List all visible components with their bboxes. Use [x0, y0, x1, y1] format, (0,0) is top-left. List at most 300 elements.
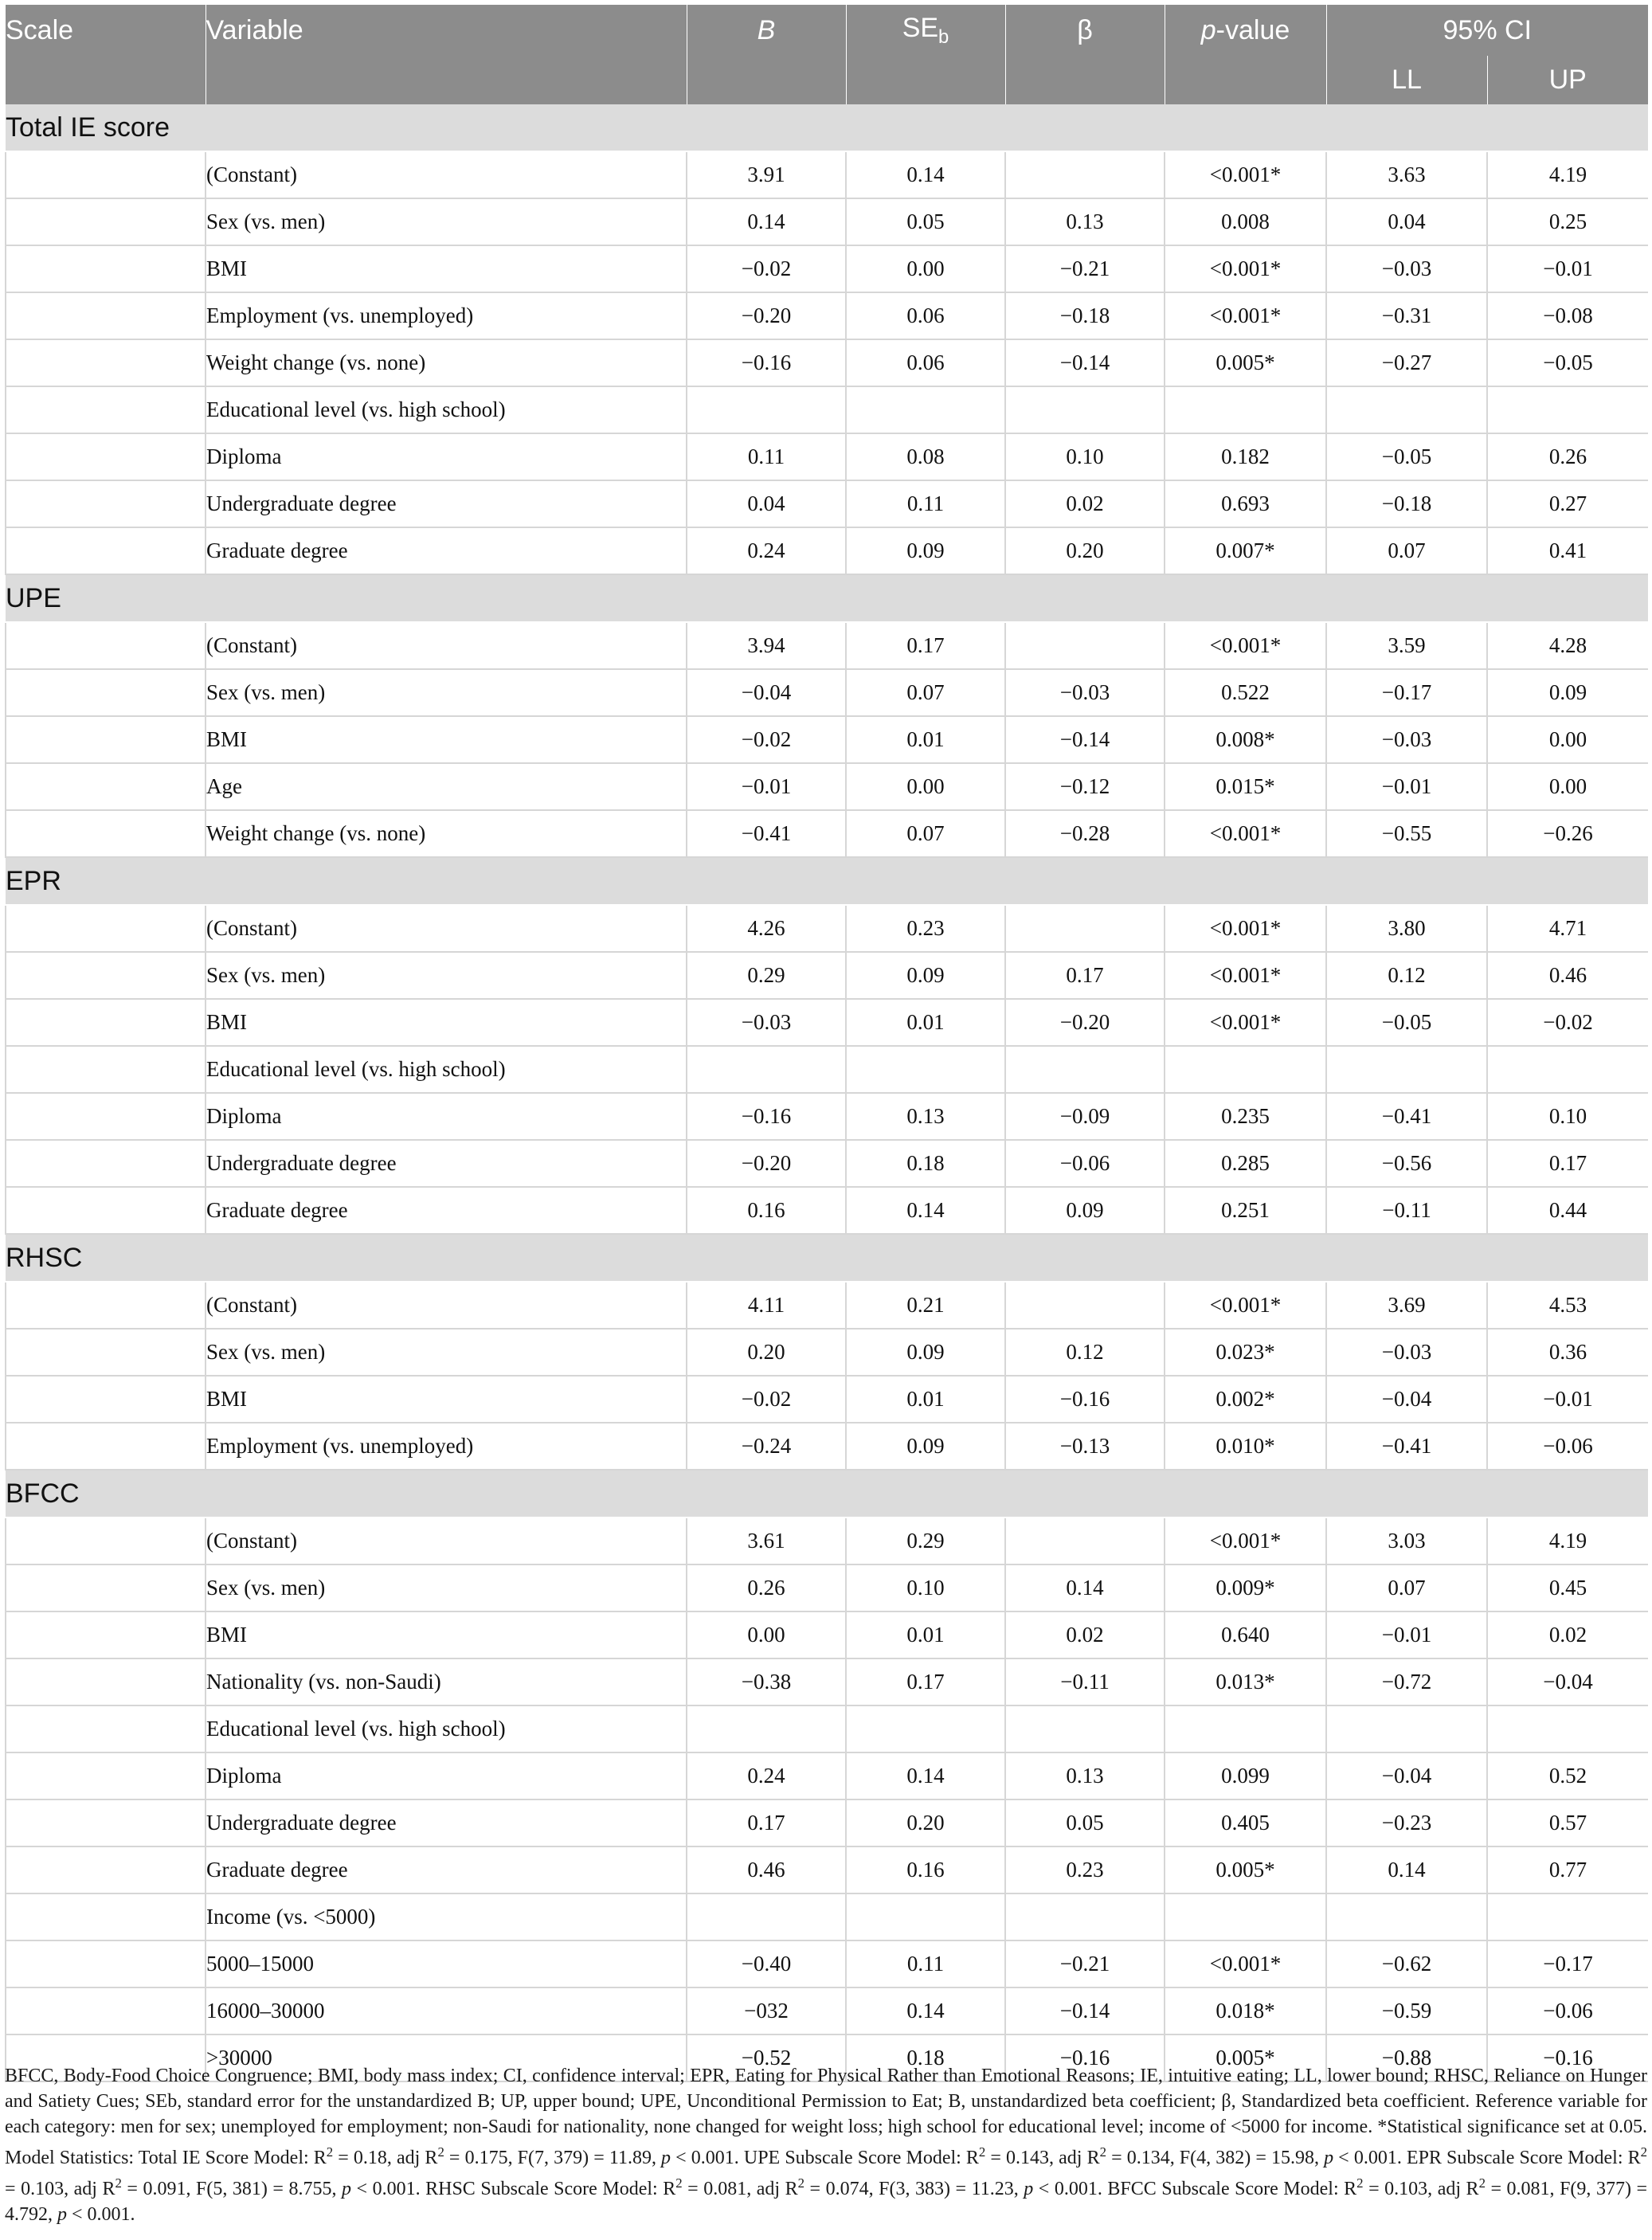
variable-cell: Sex (vs. men)	[206, 1329, 687, 1376]
ci-ll-cell: −0.31	[1326, 292, 1487, 339]
table-row	[6, 1376, 1648, 1423]
ci-up-cell: −0.01	[1487, 1376, 1648, 1423]
ci-up-cell: −0.17	[1487, 1940, 1648, 1987]
header-row-1	[6, 5, 1648, 56]
se-cell: 0.17	[846, 1658, 1005, 1705]
footnote-text: < 0.001.	[67, 2204, 135, 2225]
b-cell: 0.11	[687, 433, 846, 480]
se-cell: 0.01	[846, 999, 1005, 1046]
footnote-sup: 2	[1640, 2144, 1648, 2160]
table-row	[6, 1140, 1648, 1187]
footnote-text: = 0.103, adj R	[1363, 2179, 1479, 2199]
variable-cell: Undergraduate degree	[206, 1140, 687, 1187]
table-row	[6, 480, 1648, 527]
se-cell: 0.06	[846, 292, 1005, 339]
scale-cell	[6, 669, 206, 716]
ci-ll-cell	[1326, 386, 1487, 433]
scale-cell	[6, 1564, 206, 1611]
beta-cell: 0.13	[1005, 1752, 1165, 1799]
ci-up-cell	[1487, 1705, 1648, 1752]
b-cell: 0.46	[687, 1846, 846, 1893]
ci-ll-cell: −0.23	[1326, 1799, 1487, 1846]
header-blank	[1165, 56, 1326, 104]
se-cell: 0.06	[846, 339, 1005, 386]
beta-cell: −0.28	[1005, 810, 1165, 857]
scale-cell	[6, 245, 206, 292]
table-row	[6, 1187, 1648, 1234]
p-value-cell: <0.001*	[1165, 622, 1326, 669]
footnote-sup: 2	[1356, 2175, 1364, 2191]
b-cell: 0.00	[687, 1611, 846, 1658]
beta-cell: 0.09	[1005, 1187, 1165, 1234]
footnote-text: = 0.143, adj R	[985, 2148, 1100, 2168]
variable-cell: Sex (vs. men)	[206, 1564, 687, 1611]
variable-cell: Educational level (vs. high school)	[206, 386, 687, 433]
se-cell	[846, 1046, 1005, 1093]
p-value-cell	[1165, 1893, 1326, 1940]
header-p-italic: p	[1200, 14, 1216, 45]
header-p-rest: -value	[1216, 14, 1290, 45]
variable-cell: Undergraduate degree	[206, 1799, 687, 1846]
beta-cell: −0.21	[1005, 1940, 1165, 1987]
footnote-p: p	[1324, 2148, 1334, 2168]
p-value-cell: <0.001*	[1165, 952, 1326, 999]
p-value-cell	[1165, 1046, 1326, 1093]
scale-cell	[6, 1282, 206, 1329]
beta-cell: 0.05	[1005, 1799, 1165, 1846]
footnote-text: BFCC, Body-Food Choice Congruence; BMI, body mass index; CI, confidence interval; EPR, Eating for Physical Rather than Emotional Reasons; IE, intuitive eating; LL, lower bound; RHSC, Reliance on Hunger and Satiety Cues; SEb, standard error for the unstandardized B; UP, upper bound; UPE, Unconditional Permission to Eat; B, unstandardized beta coefficient; β, Standardized beta coefficient. Reference variable for each category: men for sex; unemployed for employment; non-Saudi for nationality, none changed for weight loss; high school for educational level; income of <5000 for income. *Statistical significance set at 0.05. Model Statistics: Total IE Score Model: R	[5, 2066, 1647, 2168]
beta-cell: −0.16	[1005, 1376, 1165, 1423]
ci-ll-cell: −0.04	[1326, 1752, 1487, 1799]
table-row	[6, 763, 1648, 810]
p-value-cell: <0.001*	[1165, 1282, 1326, 1329]
beta-cell	[1005, 1705, 1165, 1752]
scale-cell	[6, 716, 206, 763]
p-value-cell: 0.251	[1165, 1187, 1326, 1234]
footnote-sup: 2	[326, 2144, 334, 2160]
footnote-p: p	[1024, 2179, 1034, 2199]
b-cell: 4.26	[687, 905, 846, 952]
b-cell: 0.20	[687, 1329, 846, 1376]
table-row	[6, 905, 1648, 952]
beta-cell	[1005, 386, 1165, 433]
b-cell: 0.04	[687, 480, 846, 527]
header-b	[687, 5, 846, 56]
ci-up-cell: 0.57	[1487, 1799, 1648, 1846]
scale-cell	[6, 1799, 206, 1846]
scale-cell	[6, 1046, 206, 1093]
variable-cell: >30000	[206, 2034, 687, 2081]
header-se	[846, 5, 1005, 56]
variable-cell: Employment (vs. unemployed)	[206, 1423, 687, 1470]
b-cell: −0.41	[687, 810, 846, 857]
ci-ll-cell: −0.55	[1326, 810, 1487, 857]
ci-ll-cell: −0.59	[1326, 1987, 1487, 2034]
table-row	[6, 1658, 1648, 1705]
table-row	[6, 1423, 1648, 1470]
b-cell: −0.04	[687, 669, 846, 716]
scale-cell	[6, 1423, 206, 1470]
footnote-text: = 0.103, adj R	[5, 2179, 115, 2199]
variable-cell: BMI	[206, 1376, 687, 1423]
header-blank	[687, 56, 846, 104]
ci-ll-cell: −0.03	[1326, 245, 1487, 292]
scale-cell	[6, 810, 206, 857]
group-label: Total IE score	[6, 104, 1648, 151]
scale-cell	[6, 1376, 206, 1423]
p-value-cell: 0.015*	[1165, 763, 1326, 810]
group-row	[6, 574, 1648, 622]
scale-cell	[6, 480, 206, 527]
header-ci: 95% CI	[1326, 5, 1648, 56]
scale-cell	[6, 433, 206, 480]
beta-cell: −0.14	[1005, 339, 1165, 386]
b-cell: −0.01	[687, 763, 846, 810]
table-row	[6, 1987, 1648, 2034]
footnote-sup: 2	[1099, 2144, 1106, 2160]
beta-cell: 0.12	[1005, 1329, 1165, 1376]
ci-ll-cell: 3.63	[1326, 151, 1487, 198]
variable-cell: Diploma	[206, 1093, 687, 1140]
table-row	[6, 716, 1648, 763]
variable-cell: 5000–15000	[206, 1940, 687, 1987]
p-value-cell: 0.522	[1165, 669, 1326, 716]
p-value-cell	[1165, 1705, 1326, 1752]
footnote-p: p	[661, 2148, 671, 2168]
scale-cell	[6, 386, 206, 433]
header-up: UP	[1487, 56, 1648, 104]
beta-cell: 0.14	[1005, 1564, 1165, 1611]
beta-cell: 0.13	[1005, 198, 1165, 245]
se-cell: 0.09	[846, 1423, 1005, 1470]
variable-cell: BMI	[206, 1611, 687, 1658]
se-cell: 0.17	[846, 622, 1005, 669]
se-cell: 0.01	[846, 716, 1005, 763]
group-row	[6, 1470, 1648, 1517]
ci-up-cell: −0.02	[1487, 999, 1648, 1046]
p-value-cell: 0.013*	[1165, 1658, 1326, 1705]
ci-ll-cell: 3.03	[1326, 1517, 1487, 1564]
variable-cell: Diploma	[206, 1752, 687, 1799]
b-cell	[687, 1893, 846, 1940]
p-value-cell: 0.005*	[1165, 339, 1326, 386]
ci-ll-cell: −0.56	[1326, 1140, 1487, 1187]
scale-cell	[6, 1093, 206, 1140]
se-cell: 0.07	[846, 810, 1005, 857]
b-cell: −0.20	[687, 292, 846, 339]
beta-cell: −0.09	[1005, 1093, 1165, 1140]
se-cell: 0.01	[846, 1376, 1005, 1423]
b-cell: −0.52	[687, 2034, 846, 2081]
variable-cell: Sex (vs. men)	[206, 669, 687, 716]
p-value-cell: 0.285	[1165, 1140, 1326, 1187]
variable-cell: Educational level (vs. high school)	[206, 1705, 687, 1752]
footnote-text: = 0.074, F(3, 383) = 11.23,	[804, 2179, 1024, 2199]
variable-cell: (Constant)	[206, 1517, 687, 1564]
p-value-cell: 0.005*	[1165, 1846, 1326, 1893]
se-cell: 0.18	[846, 1140, 1005, 1187]
table-row	[6, 952, 1648, 999]
table-row	[6, 622, 1648, 669]
variable-cell: Weight change (vs. none)	[206, 339, 687, 386]
b-cell	[687, 1046, 846, 1093]
ci-up-cell: 0.17	[1487, 1140, 1648, 1187]
scale-cell	[6, 527, 206, 574]
beta-cell: 0.02	[1005, 1611, 1165, 1658]
table-row	[6, 339, 1648, 386]
ci-up-cell: 4.19	[1487, 151, 1648, 198]
ci-up-cell: 0.45	[1487, 1564, 1648, 1611]
table-row	[6, 198, 1648, 245]
p-value-cell: 0.009*	[1165, 1564, 1326, 1611]
scale-cell	[6, 151, 206, 198]
footnote-text: = 0.081, adj R	[682, 2179, 798, 2199]
footnote-text: = 0.091, F(5, 381) = 8.755,	[121, 2179, 342, 2199]
scale-cell	[6, 1940, 206, 1987]
group-label: EPR	[6, 857, 1648, 905]
beta-cell: −0.13	[1005, 1423, 1165, 1470]
p-value-cell: <0.001*	[1165, 905, 1326, 952]
scale-cell	[6, 905, 206, 952]
footnote-sup: 2	[1478, 2175, 1486, 2191]
variable-cell: BMI	[206, 999, 687, 1046]
se-cell: 0.09	[846, 952, 1005, 999]
p-value-cell: 0.002*	[1165, 1376, 1326, 1423]
se-cell: 0.00	[846, 763, 1005, 810]
group-label: UPE	[6, 574, 1648, 622]
table-row	[6, 1564, 1648, 1611]
ci-up-cell: 0.46	[1487, 952, 1648, 999]
b-cell: 0.29	[687, 952, 846, 999]
beta-cell: −0.11	[1005, 1658, 1165, 1705]
beta-cell: −0.20	[1005, 999, 1165, 1046]
beta-cell: 0.10	[1005, 433, 1165, 480]
header-b-label: B	[757, 14, 776, 45]
footnote-text: = 0.18, adj R	[333, 2148, 438, 2168]
ci-ll-cell: −0.03	[1326, 716, 1487, 763]
b-cell: −0.16	[687, 339, 846, 386]
ci-ll-cell: 3.69	[1326, 1282, 1487, 1329]
beta-cell	[1005, 1046, 1165, 1093]
ci-up-cell: 0.10	[1487, 1093, 1648, 1140]
variable-cell: BMI	[206, 245, 687, 292]
table-row	[6, 1893, 1648, 1940]
beta-cell: −0.21	[1005, 245, 1165, 292]
variable-cell: Employment (vs. unemployed)	[206, 292, 687, 339]
table-row	[6, 292, 1648, 339]
table-row	[6, 1093, 1648, 1140]
se-cell: 0.14	[846, 1187, 1005, 1234]
ci-ll-cell: −0.17	[1326, 669, 1487, 716]
se-cell: 0.09	[846, 1329, 1005, 1376]
b-cell: −0.02	[687, 1376, 846, 1423]
ci-ll-cell: −0.05	[1326, 433, 1487, 480]
ci-ll-cell: −0.27	[1326, 339, 1487, 386]
ci-ll-cell: 0.14	[1326, 1846, 1487, 1893]
table-row	[6, 386, 1648, 433]
beta-cell	[1005, 1893, 1165, 1940]
b-cell: −0.16	[687, 1093, 846, 1140]
ci-ll-cell: −0.41	[1326, 1423, 1487, 1470]
b-cell: 0.24	[687, 1752, 846, 1799]
table-row	[6, 1517, 1648, 1564]
b-cell: −0.02	[687, 716, 846, 763]
b-cell: −0.40	[687, 1940, 846, 1987]
ci-up-cell: 0.77	[1487, 1846, 1648, 1893]
variable-cell: Weight change (vs. none)	[206, 810, 687, 857]
ci-ll-cell: −0.18	[1326, 480, 1487, 527]
p-value-cell: 0.008	[1165, 198, 1326, 245]
se-cell: 0.01	[846, 1611, 1005, 1658]
beta-cell	[1005, 151, 1165, 198]
table-row	[6, 810, 1648, 857]
scale-cell	[6, 339, 206, 386]
ci-up-cell: 4.71	[1487, 905, 1648, 952]
beta-cell: −0.12	[1005, 763, 1165, 810]
se-cell	[846, 1705, 1005, 1752]
beta-cell: −0.03	[1005, 669, 1165, 716]
variable-cell: (Constant)	[206, 905, 687, 952]
b-cell: −0.38	[687, 1658, 846, 1705]
p-value-cell: <0.001*	[1165, 151, 1326, 198]
b-cell: 3.61	[687, 1517, 846, 1564]
table-row	[6, 1846, 1648, 1893]
ci-up-cell: 0.26	[1487, 433, 1648, 480]
ci-ll-cell: 3.59	[1326, 622, 1487, 669]
beta-cell: −0.14	[1005, 1987, 1165, 2034]
scale-cell	[6, 622, 206, 669]
table-footnote	[5, 2063, 1647, 2227]
ci-ll-cell	[1326, 1046, 1487, 1093]
p-value-cell: 0.099	[1165, 1752, 1326, 1799]
se-cell: 0.23	[846, 905, 1005, 952]
header-beta: β	[1005, 5, 1165, 56]
header-row-2	[6, 56, 1648, 104]
ci-ll-cell: −0.05	[1326, 999, 1487, 1046]
variable-cell: Nationality (vs. non-Saudi)	[206, 1658, 687, 1705]
se-cell: 0.05	[846, 198, 1005, 245]
header-blank	[206, 56, 687, 104]
scale-cell	[6, 1893, 206, 1940]
p-value-cell: 0.182	[1165, 433, 1326, 480]
footnote-p: p	[341, 2179, 351, 2199]
b-cell: −0.02	[687, 245, 846, 292]
footnote-sup: 2	[675, 2175, 683, 2191]
beta-cell: 0.23	[1005, 1846, 1165, 1893]
table-row	[6, 527, 1648, 574]
se-cell: 0.11	[846, 1940, 1005, 1987]
header-blank	[846, 56, 1005, 104]
ci-ll-cell	[1326, 1705, 1487, 1752]
ci-ll-cell: 0.04	[1326, 198, 1487, 245]
se-cell: 0.13	[846, 1093, 1005, 1140]
footnote-sup: 2	[437, 2144, 444, 2160]
ci-up-cell: 0.00	[1487, 763, 1648, 810]
p-value-cell	[1165, 386, 1326, 433]
ci-ll-cell: 3.80	[1326, 905, 1487, 952]
beta-cell: 0.17	[1005, 952, 1165, 999]
ci-up-cell: −0.05	[1487, 339, 1648, 386]
footnote-text: < 0.001. UPE Subscale Score Model: R	[671, 2148, 979, 2168]
se-cell: 0.14	[846, 1987, 1005, 2034]
table-row	[6, 1799, 1648, 1846]
b-cell: −0.20	[687, 1140, 846, 1187]
table-row	[6, 245, 1648, 292]
p-value-cell: 0.640	[1165, 1611, 1326, 1658]
regression-table	[5, 5, 1648, 2082]
variable-cell: (Constant)	[206, 622, 687, 669]
ci-ll-cell: 0.12	[1326, 952, 1487, 999]
beta-cell	[1005, 622, 1165, 669]
ci-up-cell: −0.01	[1487, 245, 1648, 292]
table-row	[6, 999, 1648, 1046]
se-cell: 0.21	[846, 1282, 1005, 1329]
beta-cell	[1005, 905, 1165, 952]
p-value-cell: 0.010*	[1165, 1423, 1326, 1470]
footnote-p: p	[57, 2204, 67, 2225]
header-ll: LL	[1326, 56, 1487, 104]
se-cell: 0.14	[846, 151, 1005, 198]
table-row	[6, 151, 1648, 198]
footnote-text: < 0.001. RHSC Subscale Score Model: R	[350, 2179, 676, 2199]
se-cell: 0.14	[846, 1752, 1005, 1799]
scale-cell	[6, 1658, 206, 1705]
variable-cell: Undergraduate degree	[206, 480, 687, 527]
p-value-cell: <0.001*	[1165, 1940, 1326, 1987]
ci-up-cell: 0.27	[1487, 480, 1648, 527]
ci-up-cell: 0.02	[1487, 1611, 1648, 1658]
variable-cell: Sex (vs. men)	[206, 198, 687, 245]
header-blank	[6, 56, 206, 104]
ci-ll-cell: 0.07	[1326, 527, 1487, 574]
group-row	[6, 1234, 1648, 1282]
header-scale: Scale	[6, 5, 206, 56]
p-value-cell: <0.001*	[1165, 999, 1326, 1046]
ci-up-cell: −0.16	[1487, 2034, 1648, 2081]
beta-cell: −0.06	[1005, 1140, 1165, 1187]
scale-cell	[6, 292, 206, 339]
scale-cell	[6, 1987, 206, 2034]
variable-cell: Educational level (vs. high school)	[206, 1046, 687, 1093]
p-value-cell: <0.001*	[1165, 245, 1326, 292]
b-cell: 0.14	[687, 198, 846, 245]
variable-cell: BMI	[206, 716, 687, 763]
se-cell: 0.07	[846, 669, 1005, 716]
b-cell: 4.11	[687, 1282, 846, 1329]
variable-cell: Diploma	[206, 433, 687, 480]
se-cell: 0.18	[846, 2034, 1005, 2081]
table-row	[6, 433, 1648, 480]
scale-cell	[6, 1140, 206, 1187]
beta-cell: 0.20	[1005, 527, 1165, 574]
header-se-subscript: b	[938, 25, 949, 48]
beta-cell	[1005, 1282, 1165, 1329]
b-cell: 0.17	[687, 1799, 846, 1846]
variable-cell: (Constant)	[206, 1282, 687, 1329]
variable-cell: (Constant)	[206, 151, 687, 198]
table-row	[6, 1611, 1648, 1658]
p-value-cell: 0.693	[1165, 480, 1326, 527]
header-variable: Variable	[206, 5, 687, 56]
se-cell: 0.29	[846, 1517, 1005, 1564]
ci-up-cell: 0.00	[1487, 716, 1648, 763]
ci-up-cell: −0.06	[1487, 1423, 1648, 1470]
ci-ll-cell: −0.62	[1326, 1940, 1487, 1987]
se-cell	[846, 386, 1005, 433]
p-value-cell: 0.007*	[1165, 527, 1326, 574]
table-row	[6, 1046, 1648, 1093]
b-cell	[687, 1705, 846, 1752]
